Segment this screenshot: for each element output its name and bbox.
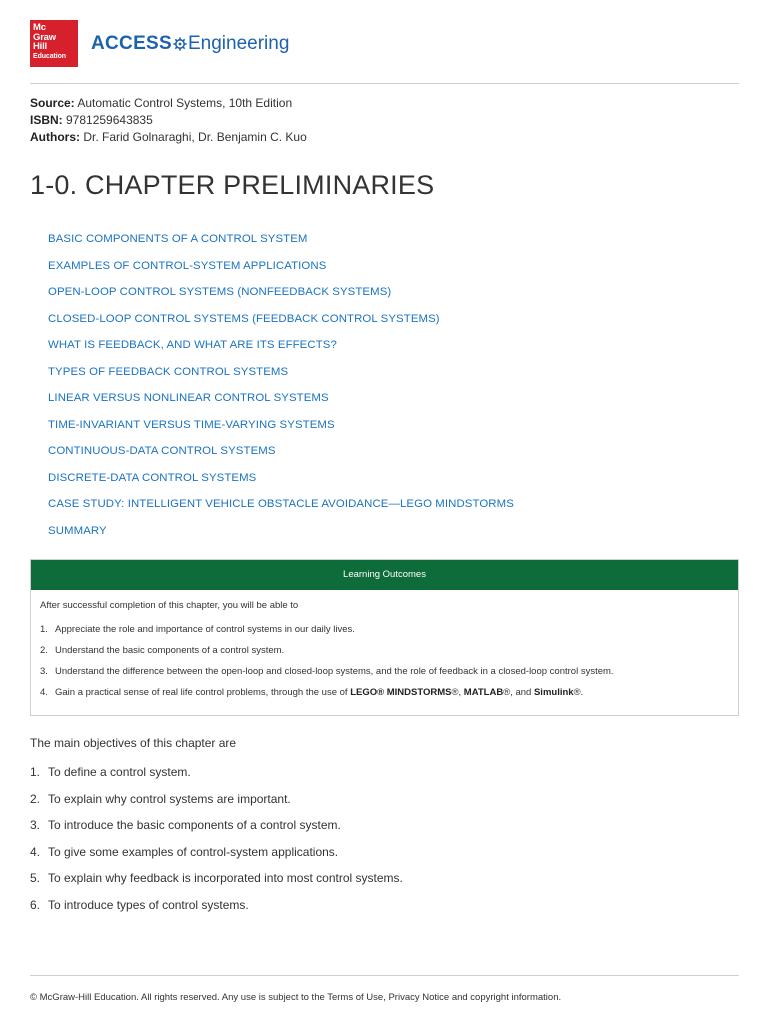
gear-icon bbox=[173, 37, 187, 51]
item-number: 5. bbox=[30, 871, 41, 886]
logo-access-text: ACCESS bbox=[91, 33, 172, 54]
item-text-join: ®, and bbox=[503, 687, 534, 698]
list-item bbox=[30, 764, 403, 791]
toc-link[interactable]: CONTINUOUS-DATA CONTROL SYSTEMS bbox=[48, 445, 276, 457]
item-text: To explain why feedback is incorporated into most control systems. bbox=[48, 871, 403, 886]
list-item bbox=[40, 645, 614, 666]
objectives-intro: The main objectives of this chapter are bbox=[30, 736, 237, 750]
item-number: 3. bbox=[40, 666, 48, 677]
list-item bbox=[30, 844, 403, 871]
item-number: 2. bbox=[30, 791, 41, 806]
list-item bbox=[30, 870, 403, 897]
item-text: Understand the difference between the open-loop and closed-loop systems, and the role of feedback in a closed-loop control system. bbox=[55, 666, 614, 677]
isbn-label: ISBN: bbox=[30, 113, 63, 127]
toc-link[interactable]: DISCRETE-DATA CONTROL SYSTEMS bbox=[48, 471, 257, 484]
authors-line bbox=[30, 129, 307, 146]
item-text-join: ®, bbox=[451, 687, 464, 698]
toc-link[interactable]: EXAMPLES OF CONTROL-SYSTEM APPLICATIONS bbox=[48, 259, 327, 272]
item-number: 1. bbox=[40, 624, 48, 635]
toc-link[interactable]: OPEN-LOOP CONTROL SYSTEMS (NONFEEDBACK SYSTEMS) bbox=[48, 286, 392, 298]
list-item bbox=[40, 666, 614, 687]
simulink-term: Simulink bbox=[533, 687, 574, 698]
footer-divider bbox=[30, 975, 739, 976]
item-number: 2. bbox=[40, 645, 48, 656]
mcgraw-hill-logo: Mc Graw Hill Education bbox=[30, 20, 78, 67]
list-item bbox=[40, 687, 614, 708]
item-text: Gain a practical sense of real life control problems, through the use of bbox=[55, 687, 351, 698]
list-item bbox=[30, 817, 403, 844]
item-text-end: ®. bbox=[573, 687, 584, 698]
list-item bbox=[40, 624, 614, 645]
list-item bbox=[30, 791, 403, 818]
lego-mindstorms-term: LEGO® MINDSTORMS bbox=[350, 687, 452, 698]
chapter-toc bbox=[48, 231, 514, 549]
item-number: 3. bbox=[30, 818, 41, 833]
list-item bbox=[30, 897, 403, 924]
toc-link[interactable]: LINEAR VERSUS NONLINEAR CONTROL SYSTEMS bbox=[48, 392, 329, 404]
authors-value: Dr. Farid Golnaraghi, Dr. Benjamin C. Kuo bbox=[80, 130, 307, 144]
item-number: 4. bbox=[40, 687, 48, 698]
header-divider bbox=[30, 83, 739, 84]
learning-outcomes-list bbox=[40, 624, 614, 708]
toc-link[interactable]: WHAT IS FEEDBACK, AND WHAT ARE ITS EFFECTS? bbox=[48, 339, 337, 351]
isbn-value: 9781259643835 bbox=[62, 113, 153, 127]
logo-engineering-text: Engineering bbox=[187, 33, 290, 54]
item-text: Appreciate the role and importance of control systems in our daily lives. bbox=[55, 624, 355, 635]
page-header bbox=[30, 20, 739, 84]
source-label: Source: bbox=[30, 96, 75, 110]
page-title: 1-0. CHAPTER PRELIMINARIES bbox=[30, 170, 435, 200]
copyright-footer: © McGraw-Hill Education. All rights reserved. Any use is subject to the Terms of Use, Privacy Notice and copyright information. bbox=[30, 992, 562, 1003]
item-text: To introduce the basic components of a control system. bbox=[48, 818, 341, 833]
item-number: 1. bbox=[30, 765, 41, 779]
toc-link[interactable]: CASE STUDY: INTELLIGENT VEHICLE OBSTACLE AVOIDANCE—LEGO MINDSTORMS bbox=[48, 498, 514, 510]
item-number: 6. bbox=[30, 897, 41, 912]
toc-link[interactable]: SUMMARY bbox=[48, 524, 107, 537]
source-metadata bbox=[30, 95, 307, 146]
item-text: To explain why control systems are important. bbox=[48, 791, 291, 806]
objectives-list bbox=[30, 764, 403, 924]
toc-link[interactable]: TYPES OF FEEDBACK CONTROL SYSTEMS bbox=[48, 365, 289, 378]
toc-link[interactable]: BASIC COMPONENTS OF A CONTROL SYSTEM bbox=[48, 233, 308, 245]
matlab-term: MATLAB bbox=[463, 687, 504, 698]
access-engineering-logo[interactable] bbox=[91, 29, 289, 59]
toc-link[interactable]: CLOSED-LOOP CONTROL SYSTEMS (FEEDBACK CONTROL SYSTEMS) bbox=[48, 312, 440, 325]
toc-link[interactable]: TIME-INVARIANT VERSUS TIME-VARYING SYSTEMS bbox=[48, 418, 335, 431]
item-text: Understand the basic components of a control system. bbox=[55, 645, 285, 656]
authors-label: Authors: bbox=[30, 130, 80, 144]
learning-outcomes-header: Learning Outcomes bbox=[31, 560, 738, 590]
isbn-line bbox=[30, 112, 307, 129]
item-text: To introduce types of control systems. bbox=[48, 897, 249, 912]
item-text: To give some examples of control-system applications. bbox=[48, 844, 339, 859]
item-number: 4. bbox=[30, 844, 41, 859]
source-value: Automatic Control Systems, 10th Edition bbox=[74, 96, 293, 110]
source-line bbox=[30, 95, 307, 112]
learning-outcomes-intro: After successful completion of this chapter, you will be able to bbox=[40, 600, 299, 611]
learning-outcomes-box bbox=[30, 559, 739, 716]
item-text: To define a control system. bbox=[48, 765, 191, 779]
